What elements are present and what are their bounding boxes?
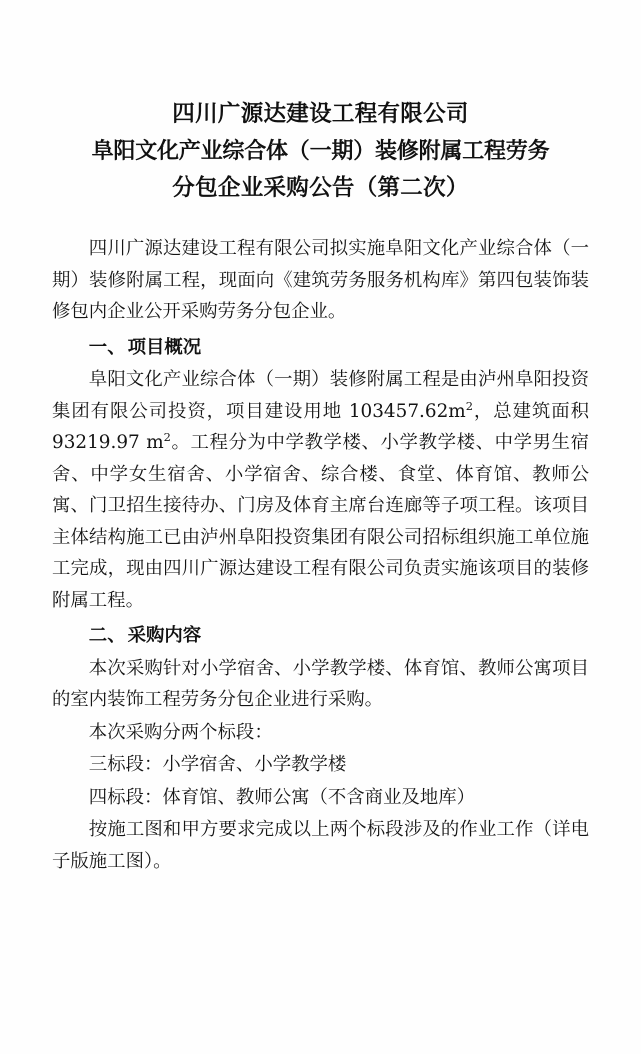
paragraph-procurement-scope: 本次采购针对小学宿舍、小学教学楼、体育馆、教师公寓项目的室内装饰工程劳务分包企业进行采购。 xyxy=(52,657,589,710)
section-heading-1 xyxy=(52,332,589,364)
paragraph-lot-count: 本次采购分两个标段： xyxy=(88,721,273,743)
document-body xyxy=(52,233,589,877)
title-line-3: 分包企业采购公告（第二次） xyxy=(172,175,469,201)
title-line-2: 阜阳文化产业综合体（一期）装修附属工程劳务 xyxy=(91,138,550,164)
paragraph-lot-three: 三标段：小学宿舍、小学教学楼 xyxy=(88,754,347,775)
paragraph-intro: 四川广源达建设工程有限公司拟实施阜阳文化产业综合体（一期）装修附属工程，现面向《建筑劳务服务机构库》第四包装饰装修包内企业公开采购劳务分包企业。 xyxy=(52,238,589,322)
section-number-2: 二、 xyxy=(88,625,126,646)
section-number-1: 一、 xyxy=(88,336,126,358)
page-title xyxy=(52,96,589,207)
section-title-1: 项目概况 xyxy=(127,336,202,358)
paragraph-project-overview: 阜阳文化产业综合体（一期）装修附属工程是由泸州阜阳投资集团有限公司投资，项目建设用地 $103457.62m^2$，总建筑面积 93219.97 $m^2$。工程分为中学教学楼、小学教学楼、中学男生宿舍、中学女生宿舍、小学宿舍、综合楼、食堂、体育馆、教师公寓、门卫招生接待办、门房及体育主席台连廊等子项工程。该项目主体结构施工已由泸州阜阳投资集团有限公司招标组织施工单位施工完成，现由四川广源达建设工程有限公司负责实施该项目的装修附属工程。 xyxy=(52,369,589,611)
paragraph-lot-four: 四标段：体育馆、教师公寓（不含商业及地库） xyxy=(88,786,476,808)
paragraph-drawing-requirement: 按施工图和甲方要求完成以上两个标段涉及的作业工作（详电子版施工图）。 xyxy=(52,819,589,872)
section-title-2: 采购内容 xyxy=(127,625,202,646)
section-heading-2 xyxy=(52,620,589,652)
title-line-1: 四川广源达建设工程有限公司 xyxy=(172,101,469,127)
